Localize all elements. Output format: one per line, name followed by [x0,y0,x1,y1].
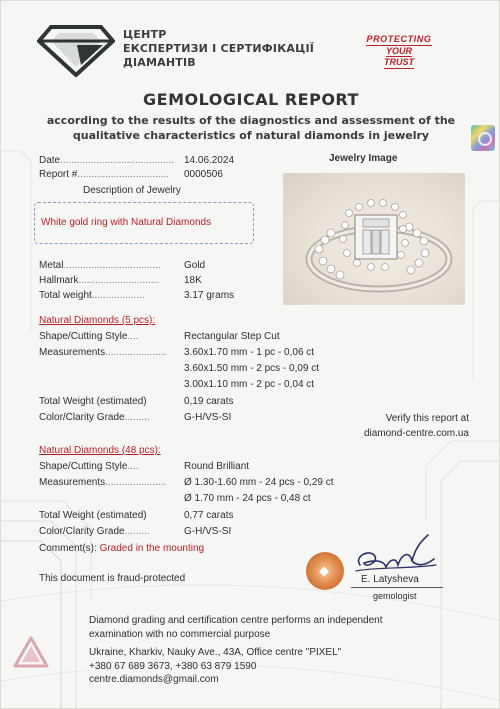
group2-color-value: G-H/VS-SI [184,526,232,537]
group1-heading: Natural Diamonds (5 pcs): [39,315,156,326]
group2-total-weight-row [39,509,234,522]
group2-shape-row [39,460,250,473]
metal-label: Metal [39,260,64,271]
report-number-value: 0000506 [184,169,223,180]
header [1,1,500,85]
date-label: Date [39,155,61,166]
leader-dots: ................... [91,290,145,301]
group2-color-row [39,525,232,538]
leader-dots: ................................... [63,260,161,271]
verify-line1: Verify this report at [385,413,469,424]
email-link[interactable]: centre.diamonds@gmail.com [89,674,219,685]
group1-total-weight-value: 0,19 carats [184,396,234,407]
footer-note-line1: Diamond grading and certification centre performs an independent [89,615,383,626]
description-box [34,202,254,244]
organization-name [123,28,314,70]
report-subtitle [21,113,481,143]
leader-dots: ............................. [78,275,160,286]
leader-dots: .... [127,331,139,342]
gemologist-role: gemologist [373,591,417,601]
group1-total-weight-label: Total Weight (estimated) [39,396,147,407]
metal-value: Gold [184,260,206,271]
leader-dots: .... [127,461,139,472]
hallmark-row [39,274,202,287]
leader-dots: ...................... [105,477,167,488]
signature-line [351,587,443,588]
address: Ukraine, Kharkiv, Nauky Ave., 43A, Office centre "PIXEL" [89,647,342,658]
group2-total-weight-value: 0,77 carats [184,510,234,521]
group2-measurement: Ø 1.70 mm - 24 pcs - 0,48 ct [184,493,311,504]
description-text: White gold ring with Natural Diamonds [41,217,212,228]
group1-color-label: Color/Clarity Grade [39,412,125,423]
group1-shape-value: Rectangular Step Cut [184,331,280,342]
tagline-line2: YOUR [385,45,412,56]
comment-label: Comment(s): [39,543,97,554]
report-title: GEMOLOGICAL REPORT [143,90,359,109]
description-heading: Description of Jewelry [83,185,181,196]
group1-measurement: 3.60x1.50 mm - 2 pcs - 0,09 ct [184,363,320,374]
comment-value: Graded in the mounting [99,543,205,554]
group2-color-label: Color/Clarity Grade [39,526,125,537]
verify-link[interactable]: diamond-centre.com.ua [363,428,469,439]
group1-total-weight-row [39,395,234,408]
hologram-sticker-icon [471,125,495,151]
group2-measurements-row [39,476,334,489]
leader-dots: ......... [124,526,150,537]
gemologist-signature-icon [346,531,446,579]
total-weight-row [39,289,235,302]
group1-shape-row [39,330,280,343]
group1-measurement: 3.60x1.70 mm - 1 pc - 0,06 ct [184,347,315,358]
hallmark-label: Hallmark [39,275,79,286]
report-number-label: Report # [39,169,78,180]
subtitle-line2: qualitative characteristics of natural diamonds in jewelry [72,129,430,142]
leader-dots: ......... [124,412,150,423]
org-name-line3: ДІАМАНТІВ [123,56,196,69]
comment-row [39,542,204,555]
tagline-line3: TRUST [384,57,414,67]
phone-numbers[interactable]: +380 67 689 3673, +380 63 879 1590 [89,660,257,672]
group2-measurement: Ø 1.30-1.60 mm - 24 pcs - 0,29 ct [184,477,334,488]
tagline-line1: PROTECTING [366,34,432,44]
fraud-protection-note: This document is fraud-protected [39,573,186,584]
group2-total-weight-label: Total Weight (estimated) [39,510,147,521]
group1-color-value: G-H/VS-SI [184,412,232,423]
tagline [353,34,445,69]
jewelry-photo [283,173,465,305]
total-weight-label: Total weight [39,290,92,301]
diamond-logo-icon [37,25,115,77]
group2-shape-label: Shape/Cutting Style [39,461,128,472]
group1-measurement: 3.00x1.10 mm - 2 pc - 0,04 ct [184,379,315,390]
date-row [39,154,235,167]
group2-shape-value: Round Brilliant [184,461,250,472]
leader-dots: ......................................... [60,155,175,166]
contact-info [89,646,341,687]
subtitle-line1: according to the results of the diagnostics and assessment of the [46,114,456,127]
hallmark-value: 18K [184,275,202,286]
report-number-row [39,168,223,181]
total-weight-value: 3.17 grams [184,290,235,301]
gemologist-name: E. Latysheva [361,574,419,585]
date-value: 14.06.2024 [184,155,235,166]
group1-measurements-label: Measurements [39,347,106,358]
leader-dots: ...................... [105,347,167,358]
group1-measurements-row [39,346,315,359]
metal-row [39,259,206,272]
group1-shape-label: Shape/Cutting Style [39,331,128,342]
leader-dots: ................................. [77,169,170,180]
verify-note [331,411,469,441]
group2-heading: Natural Diamonds (48 pcs): [39,445,161,456]
triangle-emblem-icon [11,634,51,670]
group2-measurements-label: Measurements [39,477,106,488]
footer-note [89,614,469,642]
footer-note-line2: examination with no commercial purpose [89,629,271,640]
ring-illustration [283,173,465,305]
org-name-line2: ЕКСПЕРТИЗИ І СЕРТИФІКАЦІЇ [123,42,315,55]
jewelry-image-heading: Jewelry Image [329,153,398,164]
certification-seal-icon [306,552,344,590]
group1-color-row [39,411,232,424]
org-name-line1: ЦЕНТР [123,28,167,41]
